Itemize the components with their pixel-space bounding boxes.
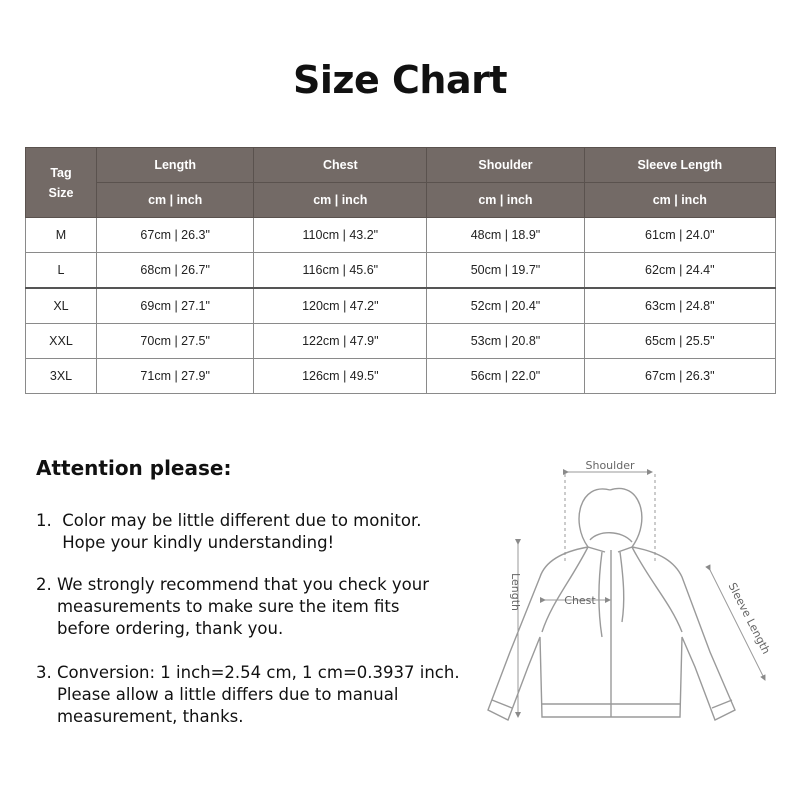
hoodie-icon — [488, 488, 735, 720]
table-cell: 63cm | 24.8" — [584, 288, 775, 324]
column-header: Chest — [254, 148, 427, 183]
table-unit-row — [26, 183, 776, 218]
attention-title: Attention please: — [36, 456, 232, 480]
table-cell: 53cm | 20.8" — [427, 324, 584, 359]
page-title: Size Chart — [292, 58, 507, 102]
chest-label: Chest — [564, 594, 596, 607]
table-cell: 70cm | 27.5" — [97, 324, 254, 359]
table-cell: 67cm | 26.3" — [584, 359, 775, 394]
unit-header: cm | inch — [97, 183, 254, 218]
hoodie-measurement-diagram — [470, 452, 780, 742]
tag-size-header: Tag Size — [26, 148, 97, 218]
table-cell: 48cm | 18.9" — [427, 218, 584, 253]
table-cell: 116cm | 45.6" — [254, 253, 427, 289]
column-header: Shoulder — [427, 148, 584, 183]
note-3: 3. Conversion: 1 inch=2.54 cm, 1 cm=0.3937 inch. Please allow a little differs due to manual measurement, thanks. — [36, 663, 460, 726]
column-header: Sleeve Length — [584, 148, 775, 183]
table-cell: 110cm | 43.2" — [254, 218, 427, 253]
note-1: 1. Color may be little different due to monitor. Hope your kindly understanding! — [36, 511, 422, 552]
table-row — [26, 359, 776, 394]
size-cell: L — [26, 253, 97, 289]
table-cell: 67cm | 26.3" — [97, 218, 254, 253]
size-cell: 3XL — [26, 359, 97, 394]
table-cell: 56cm | 22.0" — [427, 359, 584, 394]
table-cell: 50cm | 19.7" — [427, 253, 584, 289]
table-cell: 69cm | 27.1" — [97, 288, 254, 324]
unit-header: cm | inch — [254, 183, 427, 218]
table-row — [26, 218, 776, 253]
table-row — [26, 288, 776, 324]
table-row — [26, 253, 776, 289]
unit-header: cm | inch — [584, 183, 775, 218]
size-cell: M — [26, 218, 97, 253]
shoulder-label: Shoulder — [585, 459, 635, 472]
table-cell: 65cm | 25.5" — [584, 324, 775, 359]
size-cell: XL — [26, 288, 97, 324]
sleeve-length-label: Sleeve Length — [725, 580, 773, 657]
table-cell: 68cm | 26.7" — [97, 253, 254, 289]
size-cell: XXL — [26, 324, 97, 359]
column-header: Length — [97, 148, 254, 183]
note-2: 2. We strongly recommend that you check your measurements to make sure the item fits before ordering, thank you. — [36, 575, 430, 638]
table-row — [26, 324, 776, 359]
length-label: Length — [509, 573, 522, 611]
unit-header: cm | inch — [427, 183, 584, 218]
table-cell: 62cm | 24.4" — [584, 253, 775, 289]
table-cell: 126cm | 49.5" — [254, 359, 427, 394]
table-cell: 122cm | 47.9" — [254, 324, 427, 359]
table-cell: 52cm | 20.4" — [427, 288, 584, 324]
table-cell: 71cm | 27.9" — [97, 359, 254, 394]
table-header-row — [26, 148, 776, 183]
size-chart-table — [25, 147, 776, 394]
table-cell: 120cm | 47.2" — [254, 288, 427, 324]
table-cell: 61cm | 24.0" — [584, 218, 775, 253]
